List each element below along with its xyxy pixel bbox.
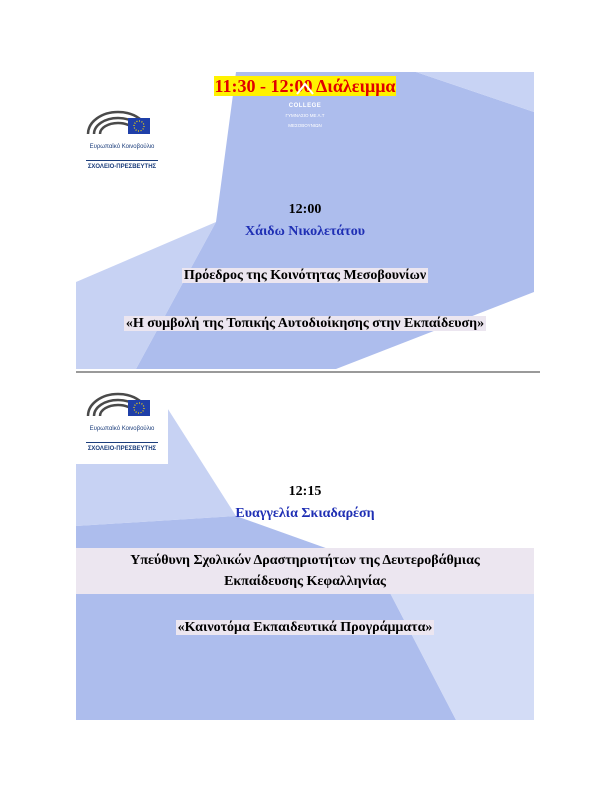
european-parliament-logo: Ευρωπαϊκό Κοινοβούλιο ΣΧΟΛΕΙΟ-ΠΡΕΣΒΕΥΤΗΣ [76,382,168,464]
speaker-role: Πρόεδρος της Κοινότητας Μεσοβουνίων [183,268,427,283]
speaker-name: Ευαγγελία Σκιαδαρέση [235,506,375,521]
break-title: 11:30 - 12:00 Διάλειμμα [214,76,396,96]
section-divider [76,371,540,373]
talk-topic: «Η συμβολή της Τοπικής Αυτοδιοίκησης στην Εκπαίδευση» [125,316,485,331]
session-panel-1215 [76,376,534,720]
european-parliament-logo: Ευρωπαϊκό Κοινοβούλιο ΣΧΟΛΕΙΟ-ΠΡΕΣΒΕΥΤΗΣ [76,100,168,182]
session-panel-1200 [76,72,534,369]
speaker-role: Υπεύθυνη Σχολικών Δραστηριοτήτων της Δευτεροβάθμιας Εκπαίδευσης Κεφαλληνίας [76,548,534,594]
speaker-name: Χάιδω Νικολετάτου [245,224,365,239]
session-time: 12:15 [288,484,322,499]
college-emblem-icon [295,82,315,96]
parliament-hemicycle-icon [84,104,160,144]
session-time: 12:00 [288,202,322,217]
college-logo: COLLEGE ΓΥΜΝΑΣΙΟ ΜΕ Λ.Τ ΜΕΣΟΒΟΥΝΙΩΝ [272,82,338,129]
parliament-hemicycle-icon [84,386,160,426]
talk-topic: «Καινοτόμα Εκπαιδευτικά Προγράμματα» [177,620,433,635]
